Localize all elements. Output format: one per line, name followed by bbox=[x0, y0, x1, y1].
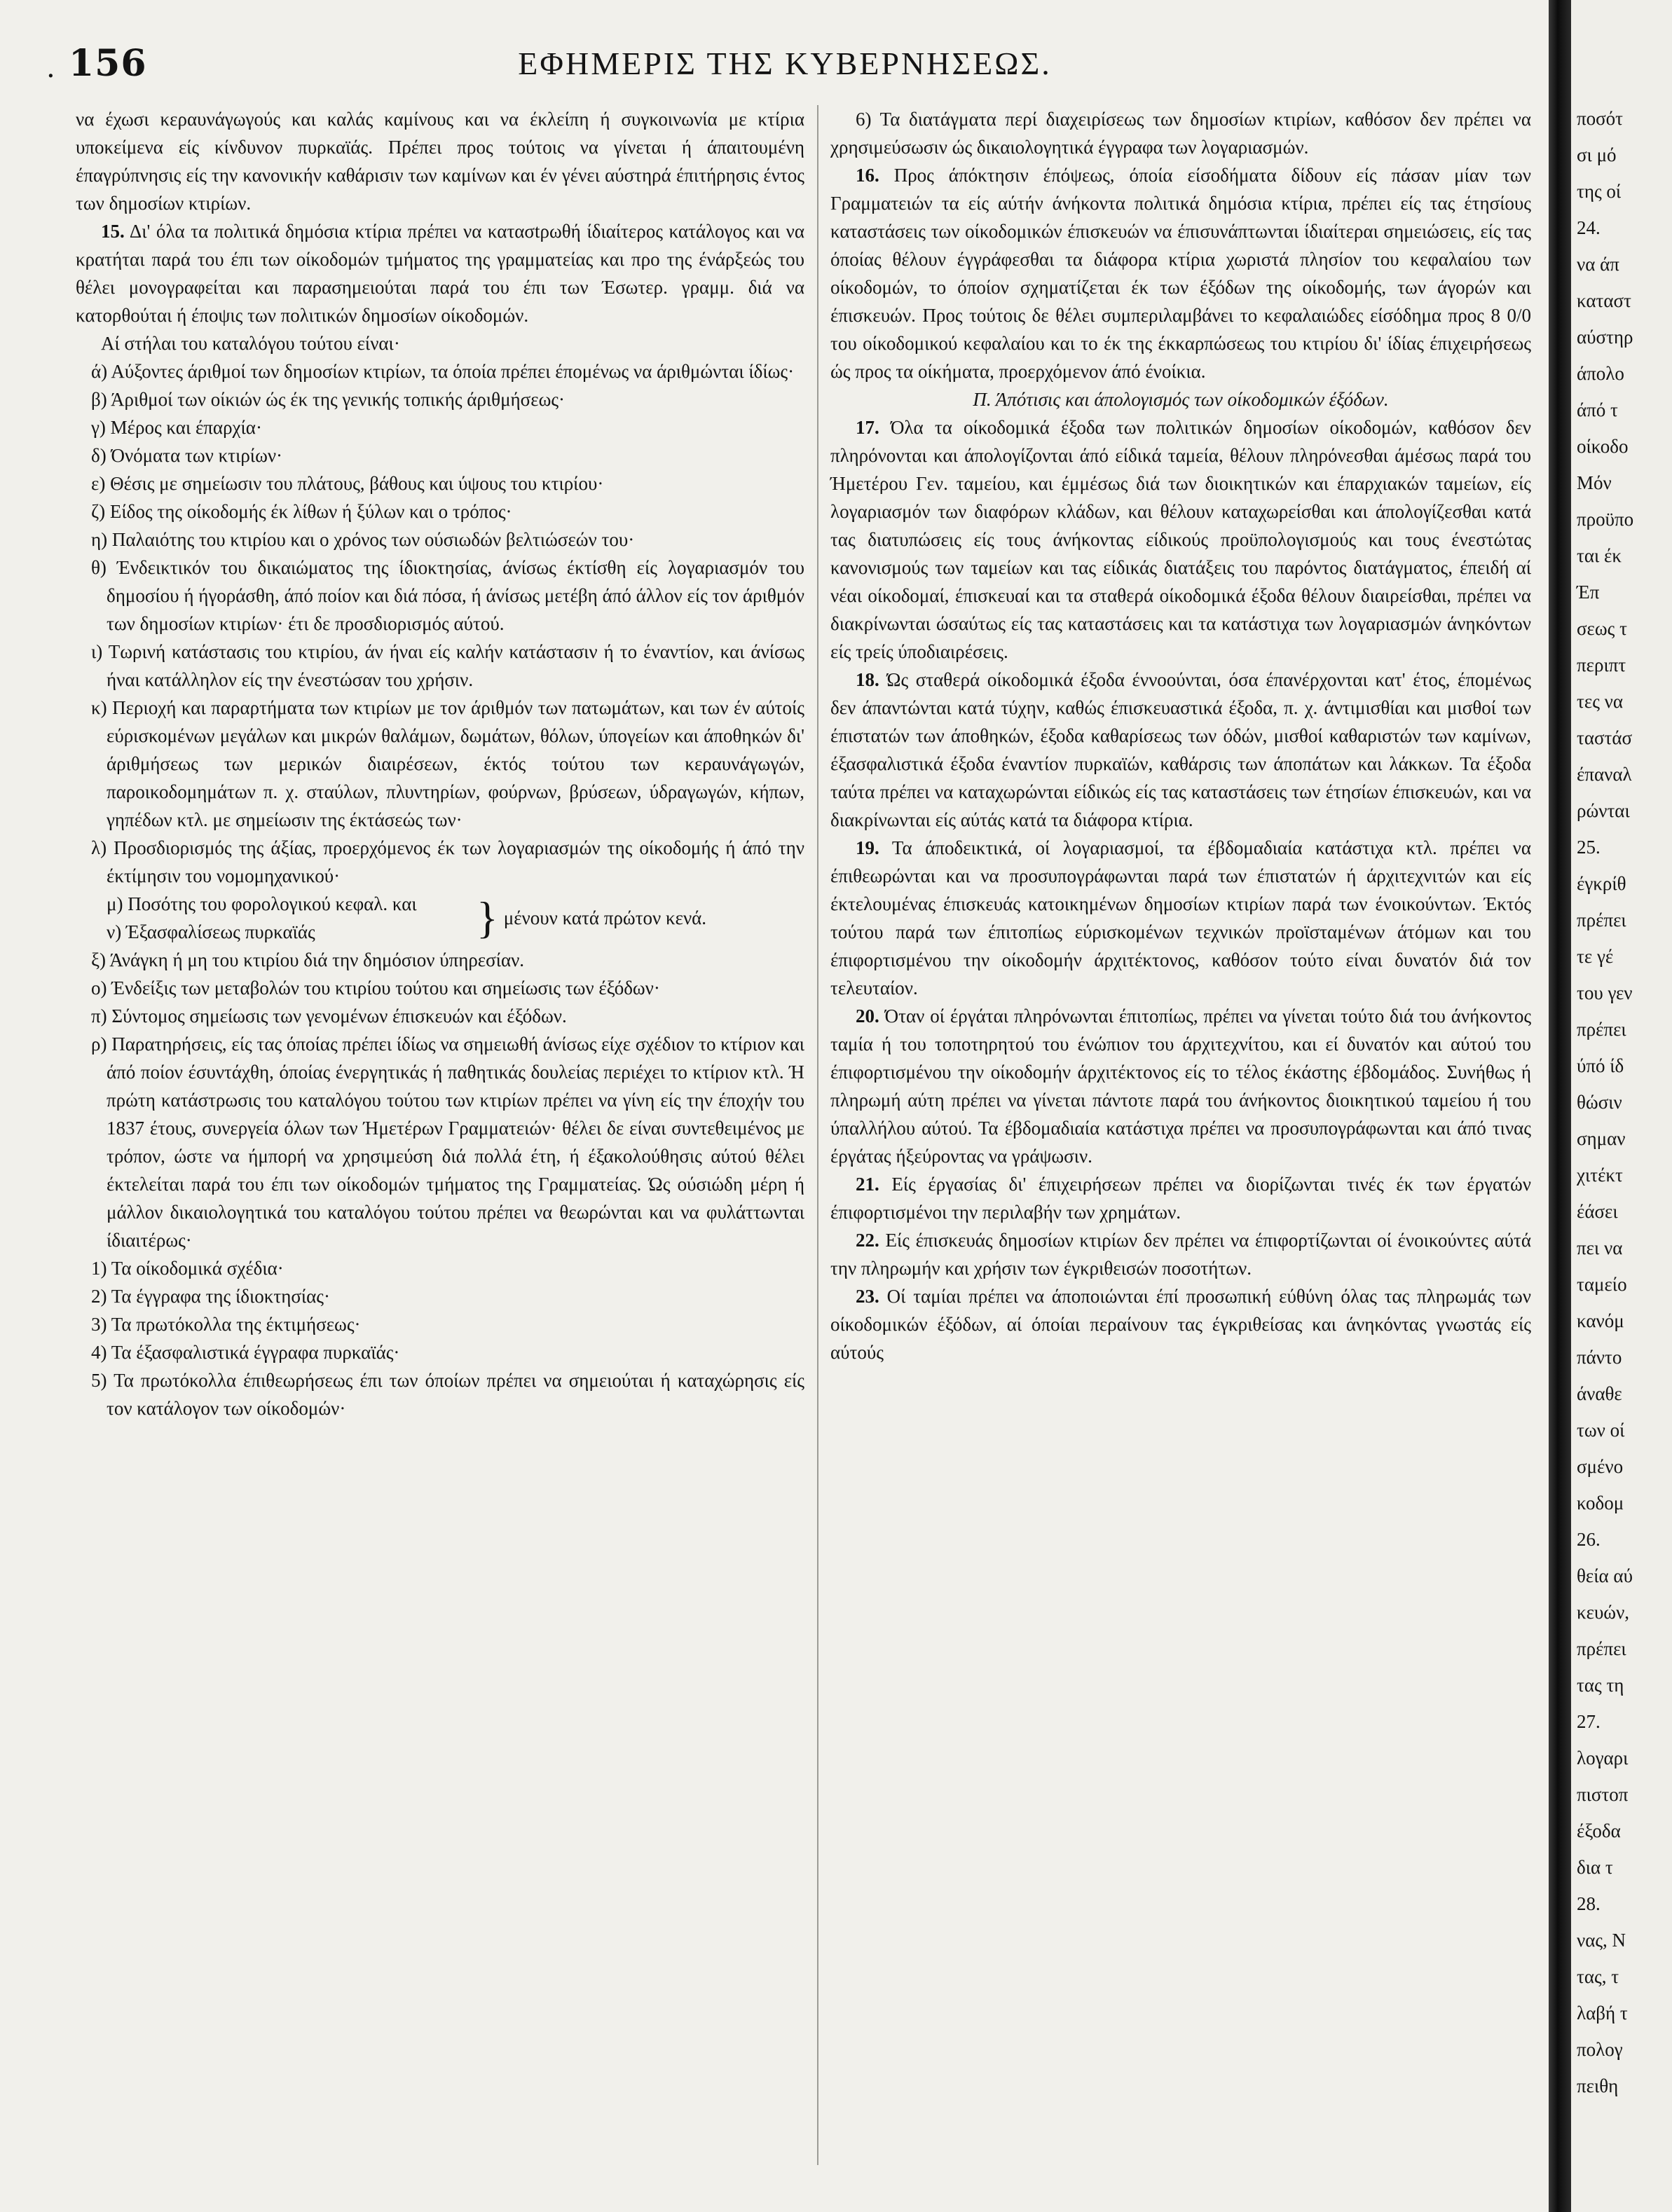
adjacent-page-fragment: κευών, bbox=[1577, 1602, 1630, 1623]
adjacent-page-fragment: καταστ bbox=[1577, 290, 1631, 311]
list-item: κ) Περιοχή και παραρτήματα των κτιρίων με τον άριθμόν των πατωμάτων, και των έν αύτοίς εύρισκομένων μεγάλων και μικρών θαλάμων, δωμάτων, θόλων, ύπογείων και άποθηκών δι' άριθμήσεως των μερικών διαιρέσεων, έκτός τούτου των κεραυνάγωγών, παροικοδομημάτων π. χ. σταύλων, πλυντηρίων, φούρνων, βρύσεων, ύδραγωγών, κήπων, γηπέδων κτλ. με σημείωσιν της έκτάσεώς των· bbox=[91, 697, 804, 830]
list-item: 5) Τα πρωτόκολλα έπιθεωρήσεως έπι των όποίων πρέπει να σημειούται ή καταχώρησις είς τον κατάλογον των οίκοδομών· bbox=[91, 1370, 804, 1419]
article-text: Είς έπισκευάς δημοσίων κτιρίων δεν πρέπει να έπιφορτίζωνται οί ένοικούντες αύτά την πληρωμήν και χρήσιν των έγκριθεισών ποσοτήτων. bbox=[830, 1230, 1532, 1279]
catalog-columns-list bbox=[76, 357, 804, 890]
adjacent-page-fragment: ύπό ίδ bbox=[1577, 1055, 1624, 1076]
right-column bbox=[830, 105, 1531, 1366]
adjacent-page-fragment: έξοδα bbox=[1577, 1820, 1621, 1841]
adjacent-page-edge bbox=[1571, 0, 1672, 2212]
section-heading: Π. Άπότισις και άπολογισμός των οίκοδομικών έξόδων. bbox=[973, 389, 1389, 410]
article-text: Είς έργασίας δι' έπιχειρήσεων πρέπει να διορίζωνται τινές έκ των έργατών έπιφορτισμένοι την περιλαβήν των χρημάτων. bbox=[830, 1174, 1531, 1223]
article-number: 22. bbox=[856, 1230, 879, 1251]
article-number: 20. bbox=[856, 1005, 879, 1026]
adjacent-page-fragment: θεία αύ bbox=[1577, 1565, 1633, 1586]
list-item: β) Άριθμοί των οίκιών ώς έκ της γενικής τοπικής άριθμήσεως· bbox=[91, 389, 566, 410]
article-23 bbox=[830, 1282, 1531, 1366]
adjacent-page-fragment: τας τη bbox=[1577, 1675, 1624, 1696]
adjacent-page-fragment: πρέπει bbox=[1577, 909, 1626, 930]
columns-intro: Αί στήλαι του καταλόγου τούτου είναι· bbox=[101, 333, 400, 354]
adjacent-page-fragment: της οί bbox=[1577, 181, 1622, 202]
catalog-columns-list-continued bbox=[76, 946, 804, 1254]
article-20 bbox=[830, 1002, 1531, 1170]
margin-mark: . bbox=[46, 52, 55, 84]
adjacent-page-fragment: τες να bbox=[1577, 691, 1623, 712]
article-number: 19. bbox=[856, 837, 879, 858]
list-item: θ) Ένδεικτικόν του δικαιώματος της ίδιοκτησίας, άνίσως έκτίσθη είς λογαριασμόν του δημοσίου ή ήγοράσθη, άπό ποίον και διά πόσα, ή άνίσως μετέβη άπό άλλον είς τον άριθμόν των δημοσίων κτιρίων· έτι δε προσδιορισμός αύτού. bbox=[91, 557, 804, 634]
adjacent-page-fragment: σεως τ bbox=[1577, 618, 1627, 639]
list-item: λ) Προσδιορισμός της άξίας, προερχόμενος έκ των λογαριασμών της οίκοδομής ή άπό την έκτίμησιν του νομομηχανικού· bbox=[91, 837, 804, 886]
list-item: δ) Όνόματα των κτιρίων· bbox=[91, 445, 283, 466]
column-divider bbox=[817, 105, 818, 2165]
adjacent-page-fragment: σημαν bbox=[1577, 1128, 1626, 1149]
adjacent-page-fragment: 26. bbox=[1577, 1529, 1601, 1550]
article-18 bbox=[830, 666, 1531, 834]
brace-icon: } bbox=[477, 893, 498, 942]
adjacent-page-fragment: πάντο bbox=[1577, 1347, 1622, 1368]
list-item: π) Σύντομος σημείωσις των γενομένων έπισκευών και έξόδων. bbox=[91, 1005, 567, 1026]
adjacent-page-fragment: πρέπει bbox=[1577, 1019, 1626, 1040]
adjacent-page-fragment: πειθη bbox=[1577, 2075, 1619, 2096]
page-header bbox=[42, 42, 1528, 91]
list-item: ά) Αύξοντες άριθμοί των δημοσίων κτιρίων, τα όποία πρέπει έπομένως να άριθμώνται ίδίως· bbox=[91, 361, 795, 382]
article-text: Ώς σταθερά οίκοδομικά έξοδα έννοούνται, όσα έπανέρχονται κατ' έτος, έπομένως δεν άπαντώνται κατά τύχην, καθώς έπισκευαστικά έξοδα, π. χ. άντιμισθίαι και μισθοί των έπιστατών των άποθηκών, έξοδα καθαρίσεως των όδών, μισθοί καθαριστών των καμίνων, έξασφαλιστικά έξοδα έναντίον πυρκαϊών, καθάρσις των άποπάτων και λάκκων. Τα έξοδα ταύτα πρέπει να καταχωρώνται είδικώς είς τας καταστάσεις των έτησίων έπισκευών, και να διακρίνωνται είς αύτάς κατά τα διάφορα κτίρια. bbox=[830, 669, 1531, 830]
article-17 bbox=[830, 413, 1531, 666]
adjacent-page-fragment: 25. bbox=[1577, 837, 1601, 858]
adjacent-page-fragment: έάσει bbox=[1577, 1201, 1618, 1222]
brace-note: μένουν κατά πρώτον κενά. bbox=[503, 907, 707, 928]
adjacent-page-fragment: των οί bbox=[1577, 1420, 1625, 1441]
list-item: ι) Τωρινή κατάστασις του κτιρίου, άν ήναι είς καλήν κατάστασιν ή το έναντίον, και άνίσως ήναι κατάλληλον είς την ένεστώσαν του χρήσιν. bbox=[91, 641, 804, 690]
adjacent-page-fragment: αύστηρ bbox=[1577, 327, 1633, 348]
adjacent-page-fragment: 28. bbox=[1577, 1893, 1601, 1914]
list-item: γ) Μέρος και έπαρχία· bbox=[91, 417, 262, 438]
article-21 bbox=[830, 1170, 1531, 1226]
adjacent-page-fragment: σι μό bbox=[1577, 144, 1617, 165]
article-text: Δι' όλα τα πολιτικά δημόσια κτίρια πρέπει να κατασtρωθή ίδιαίτερος κατάλογος και να κρατήται παρά του έπι των οίκοδομών τμήματος της γραμματείας και προ της ένάρξεώς του θέλει μονογραφείται και παρασημειούται παρά του έπι των Έσωτερ. γραμμ. διά να κατορθούται ή έποψις των πολιτικών δημοσίων οίκοδομών. bbox=[76, 221, 804, 326]
adjacent-page-fragment: πρέπει bbox=[1577, 1638, 1626, 1659]
article-number: 16. bbox=[856, 165, 879, 186]
adjacent-page-fragment: λογαρι bbox=[1577, 1747, 1629, 1768]
list-item: ξ) Άνάγκη ή μη του κτιρίου διά την δημόσιον ύπηρεσίαν. bbox=[91, 949, 525, 970]
adjacent-page-fragment: ταμείο bbox=[1577, 1274, 1627, 1295]
adjacent-page-fragment: πολογ bbox=[1577, 2039, 1623, 2060]
adjacent-page-fragment: έπαναλ bbox=[1577, 764, 1632, 785]
adjacent-page-fragment: ποσότ bbox=[1577, 108, 1624, 129]
article-number: 21. bbox=[856, 1174, 879, 1195]
list-item: 2) Τα έγγραφα της ίδιοκτησίας· bbox=[91, 1286, 330, 1307]
article-text: Προς άπόκτησιν έπόψεως, όποία είσοδήματα δίδουν είς πάσαν μίαν των Γραμματειών τα είς αύτήν άνήκοντα πολιτικά δημόσια κτίρια, πρέπει είς τας έτησίους καταστάσεις των οίκοδομικών έπισκευών να έπισυνάπτωνται ίδιαίτεραι σημειώσεις, είς τας όποίας θέλουν έγγράφεσθαι τα διάφορα κτίρια χωριστά πλησίον του κεφαλαίου των οίκοδομών, το όποίον σχηματίζεται έκ των έξόδων της οίκοδομής, των άγορών και έπισκευών. Προς τούτοις δε θέλει συμπεριλαμβάνει το κεφαλαιώδες είσόδημα προς 8 0/0 του οίκοδομικού κεφαλαίου και το έκ της έκκαρπώσεως του κτιρίου δι' ίδίας έπιχειρήσεως ώς προς τα οίκήματα, προερχόμενον άπό ένοίκια. bbox=[830, 165, 1531, 382]
article-text: Όταν οί έργάται πληρόνωνται έπιτοπίως, πρέπει να γίνεται τούτο διά του άνήκοντος ταμία ή του τοποτηρητού του ένώπιον του άρχιτεχνίτου, και εί δυνατόν και αύτού του έπιφορτισμένου την οίκοδομήν άρχιτέκτονος είς το τέλος έκάστης έβδομάδος. Συνήθως ή πληρωμή αύτη πρέπει να γίνεται πάντοτε παρά του άνήκοντος διοικητικού ταμείου ή του ύπαλλήλου αύτού. Τα έβδομαδιαία κατάστιχα πρέπει να προσυπογράφωνται και άπό τινας έργάτας ήξεύροντας να γράψωσιν. bbox=[830, 1005, 1532, 1167]
brace-group bbox=[76, 890, 804, 946]
list-item: ζ) Είδος της οίκοδομής έκ λίθων ή ξύλων και ο τρόπος· bbox=[91, 501, 512, 522]
adjacent-page-fragment: νας, Ν bbox=[1577, 1930, 1626, 1951]
adjacent-page-fragment: ρώνται bbox=[1577, 800, 1630, 821]
article-text: Οί ταμίαι πρέπει να άποποιώνται έπί προσωπική εύθύνη όλας τας πληρωμάς των οίκοδομικών έξόδων, αί όποίαι περαίνουν τας έγκριθείσας και άνηκόντας γνωστάς είς αύτούς bbox=[830, 1286, 1532, 1363]
adjacent-page-fragment: περιπτ bbox=[1577, 654, 1626, 675]
adjacent-page-fragment: να άπ bbox=[1577, 254, 1619, 275]
adjacent-page-fragment: δια τ bbox=[1577, 1857, 1613, 1878]
list-item: 3) Τα πρωτόκολλα της έκτιμήσεως· bbox=[91, 1314, 361, 1335]
list-item: ε) Θέσις με σημείωσιν του πλάτους, βάθους και ύψους του κτιρίου· bbox=[91, 473, 604, 494]
list-item-6: 6) Τα διατάγματα περί διαχειρίσεως των δημοσίων κτιρίων, καθόσον δεν πρέπει να χρησιμεύσωσιν ώς δικαιολογητικά έγγραφα των λογαριασμών. bbox=[830, 109, 1531, 158]
list-item: η) Παλαιότης του κτιρίου και ο χρόνος των ούσιωδών βελτιώσεών του· bbox=[91, 529, 635, 550]
adjacent-page-fragment: άπό τ bbox=[1577, 399, 1618, 420]
list-item: μ) Ποσότης του φορολογικού κεφαλ. και bbox=[107, 893, 417, 914]
adjacent-page-fragment: άπολο bbox=[1577, 363, 1624, 384]
adjacent-page-fragment: 24. bbox=[1577, 217, 1601, 238]
adjacent-page-fragment: Έπ bbox=[1577, 582, 1600, 603]
list-item: ρ) Παρατηρήσεις, είς τας όποίας πρέπει ίδίως να σημειωθή άνίσως είχε σχέδιον το κτίριον και άπό ποίον έσυντάχθη, όποίας ένεργητικάς ή παθητικάς δουλείας περιέχει το κτίριον κτλ. Ή πρώτη κατάστρωσις του καταλόγου τούτου των κτιρίων πρέπει να γίνη είς την έποχήν του 1837 έτους, συνεργεία όλων των Ήμετέρων Γραμματειών· θέλει δε είναι συντεθειμένος με τρόπον, ώστε να ήμπορή να χρησιμεύση διά πολλά έτη, ή έξακολούθησις αύτού θέλει έκτελείται παρά του έπι των οίκοδομών τμήματος της Γραμματείας. Ώς ούσιώδη μέρη ή μάλλον δικαιολογητικά του καταλόγου τούτου πρέπει να θεωρώνται και να φυλάττωνται ίδιαιτέρως· bbox=[91, 1033, 804, 1251]
adjacent-page-fragment: λαβή τ bbox=[1577, 2003, 1628, 2024]
adjacent-page-fragment: οίκοδο bbox=[1577, 436, 1629, 457]
article-text: Τα άποδεικτικά, οί λογαριασμοί, τα έβδομαδιαία κατάστιχα κτλ. πρέπει να έπιθεωρώνται και να προσυπογράφωνται παρά των έπιστατών ή άρχιτεχνιτών και είς έκτελουμένας έπισκευάς κατοικημένων δημοσίων κτιρίων παρά των ένοικούντων. Έκτός τούτου παρά των έπιτοπίως εύρισκομένων τεχνικών προϊσταμένων άτόμων και του έπιφορτισμένου την οίκοδομήν άρχιτέκτονος, καθόσον τούτο είναι δυνατόν διά τον τελευταίον. bbox=[830, 837, 1532, 998]
list-item: 4) Τα έξασφαλιστικά έγγραφα πυρκαϊάς· bbox=[91, 1342, 400, 1363]
adjacent-page-fragment: πιστοπ bbox=[1577, 1784, 1629, 1805]
adjacent-page-fragment: του γεν bbox=[1577, 982, 1633, 1003]
supporting-documents-list bbox=[76, 1254, 804, 1422]
article-16 bbox=[830, 161, 1531, 385]
adjacent-page-fragment: προϋπο bbox=[1577, 509, 1634, 530]
left-column bbox=[76, 105, 804, 1422]
adjacent-page-fragment: σμένο bbox=[1577, 1456, 1624, 1477]
adjacent-page-fragment: έγκρίθ bbox=[1577, 873, 1626, 894]
article-19 bbox=[830, 834, 1531, 1002]
article-15 bbox=[76, 217, 804, 329]
adjacent-page-fragment: πει να bbox=[1577, 1237, 1623, 1258]
running-title: ΕΦΗΜΕΡΙΣ ΤΗΣ ΚΥΒΕΡΝΗΣΕΩΣ. bbox=[518, 46, 1052, 81]
article-number: 23. bbox=[856, 1286, 879, 1307]
article-number: 17. bbox=[856, 417, 879, 438]
adjacent-page-fragment: τε γέ bbox=[1577, 946, 1614, 967]
page-number: 156 bbox=[69, 42, 147, 85]
article-text: Όλα τα οίκοδομικά έξοδα των πολιτικών δημοσίων οίκοδομών, καθόσον δεν πληρόνονται και άπολογίζονται άπό είδικά ταμεία, θέλουν πληρόνεσθαι άμέσως παρά του Ήμετέρου Γεν. ταμείου, και έμμέσως διά των διοικητικών και έπαρχιακών ταμείων, είς λογαριασμόν των διαφόρων κλάδων, και θέλουν καταχωρείσθαι και άπολογίζεσθαι κατά τας διατυπώσεις είς τους άνήκοντας είδικούς προϋπολογισμούς και τους ένεστώτας κανονισμούς των ταμείων και τας είδικάς διατάξεις του παρόντος διατάγματος, έπειδή αί νέαι οίκοδομαί, έπισκευαί και τα σταθερά οίκοδομικά έξοδα θέλουν διαιρείσθαι, πρέπει να διακρίνωνται ώσαύτως είς τας καταστάσεις και τα κατάστιχα των λογαριασμών άνηκόντων είς τρείς ύποδιαιρέσεις. bbox=[830, 417, 1531, 662]
adjacent-page-fragment: ταστάσ bbox=[1577, 727, 1633, 748]
adjacent-page-fragment: χιτέκτ bbox=[1577, 1165, 1623, 1186]
adjacent-page-fragment: κανόμ bbox=[1577, 1310, 1624, 1331]
adjacent-page-fragment: τας, τ bbox=[1577, 1966, 1619, 1987]
book-gutter bbox=[1549, 0, 1571, 2212]
paragraph-continued: να έχωσι κεραυνάγωγούς και καλάς καμίνους και να έκλείπη ή συγκοινωνία με κτίρια υποκείμενα είς κίνδυνον πυρκαϊάς. Πρέπει προς τούτοις να γίνεται ή άπαιτουμένη έπαγρύπνησις είς την κανονικήν καθάρισιν των καμίνων και έν γένει αύστηρά έπιτήρησις έντος των δημοσίων κτιρίων. bbox=[76, 109, 804, 214]
list-item: 1) Τα οίκοδομικά σχέδια· bbox=[91, 1258, 284, 1279]
article-22 bbox=[830, 1226, 1531, 1282]
list-item: ν) Έξασφαλίσεως πυρκαϊάς bbox=[107, 921, 315, 942]
adjacent-page-fragment: άναθε bbox=[1577, 1383, 1622, 1404]
adjacent-page-fragment: Μόν bbox=[1577, 472, 1612, 493]
adjacent-page-fragment: κοδομ bbox=[1577, 1492, 1624, 1513]
list-item: ο) Ένδείξις των μεταβολών του κτιρίου τούτου και σημείωσις των έξόδων· bbox=[91, 977, 660, 998]
adjacent-page-fragment: θώσιν bbox=[1577, 1092, 1622, 1113]
adjacent-page-fragment: ται έκ bbox=[1577, 545, 1622, 566]
article-number: 18. bbox=[856, 669, 879, 690]
article-number: 15. bbox=[101, 221, 125, 242]
adjacent-page-fragment: 27. bbox=[1577, 1711, 1601, 1732]
